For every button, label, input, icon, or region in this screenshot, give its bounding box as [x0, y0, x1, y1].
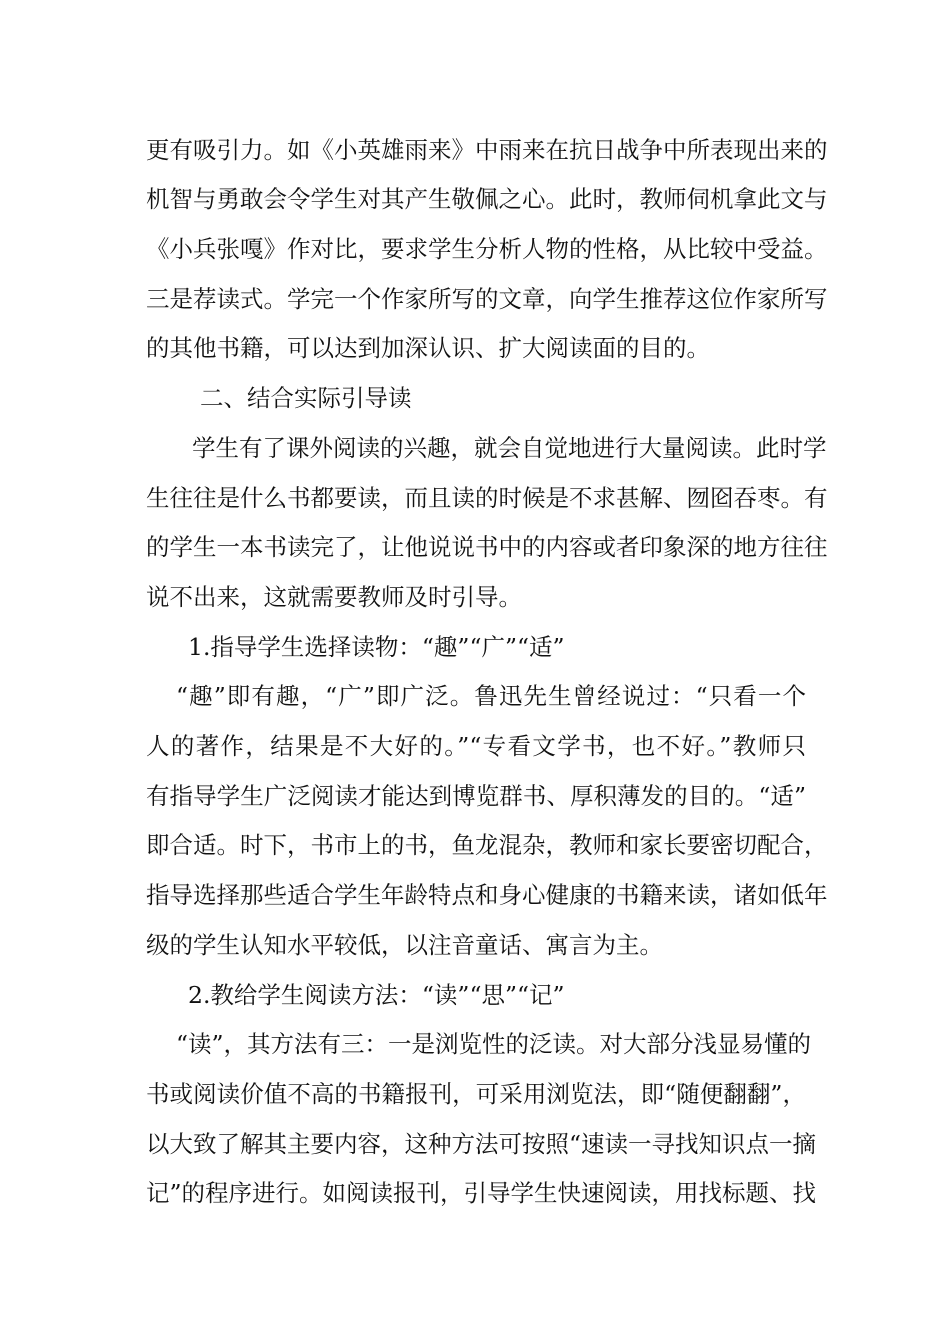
paragraph-line: 指导选择那些适合学生年龄特点和身心健康的书籍来读，诸如低年 — [146, 881, 828, 909]
paragraph-line: 的学生一本书读完了，让他说说书中的内容或者印象深的地方往往 — [146, 533, 828, 561]
paragraph-line: 的其他书籍，可以达到加深认识、扩大阅读面的目的。 — [146, 334, 710, 362]
section-heading: 二、结合实际引导读 — [200, 384, 412, 412]
paragraph-line: 以大致了解其主要内容，这种方法可按照“速读一寻找知识点一摘 — [146, 1130, 817, 1158]
paragraph-line: 更有吸引力。如《小英雄雨来》中雨来在抗日战争中所表现出来的 — [146, 136, 828, 164]
paragraph-line: “趣”即有趣，“广”即广泛。鲁迅先生曾经说过：“只看一个 — [176, 682, 806, 710]
paragraph-line: 人的著作，结果是不大好的。”“专看文学书，也不好。”教师只 — [146, 732, 806, 760]
paragraph-line: 级的学生认知水平较低，以注音童话、寓言为主。 — [146, 931, 663, 959]
paragraph-line: 书或阅读价值不高的书籍报刊，可采用浏览法，即“随便翻翻”， — [146, 1080, 806, 1108]
paragraph-line: 学生有了课外阅读的兴趣，就会自觉地进行大量阅读。此时学 — [192, 434, 827, 462]
paragraph-line: 记”的程序进行。如阅读报刊，引导学生快速阅读，用找标题、找 — [146, 1179, 817, 1207]
paragraph-line: 三是荐读式。学完一个作家所写的文章，向学生推荐这位作家所写 — [146, 285, 828, 313]
subsection-heading: 1.指导学生选择读物：“趣”“广”“适” — [188, 633, 565, 661]
paragraph-line: 《小兵张嘎》作对比，要求学生分析人物的性格，从比较中受益。 — [146, 235, 828, 263]
paragraph-line: 有指导学生广泛阅读才能达到博览群书、厚积薄发的目的。“适” — [146, 782, 806, 810]
paragraph-line: “读”，其方法有三：一是浏览性的泛读。对大部分浅显易懂的 — [176, 1030, 812, 1058]
subsection-heading: 2.教给学生阅读方法：“读”“思”“记” — [188, 981, 565, 1009]
paragraph-line: 即合适。时下，书市上的书，鱼龙混杂，教师和家长要密切配合， — [146, 831, 828, 859]
paragraph-line: 机智与勇敢会令学生对其产生敬佩之心。此时，教师伺机拿此文与 — [146, 185, 828, 213]
paragraph-line: 说不出来，这就需要教师及时引导。 — [146, 583, 522, 611]
paragraph-line: 生往往是什么书都要读，而且读的时候是不求甚解、囫囵吞枣。有 — [146, 484, 828, 512]
